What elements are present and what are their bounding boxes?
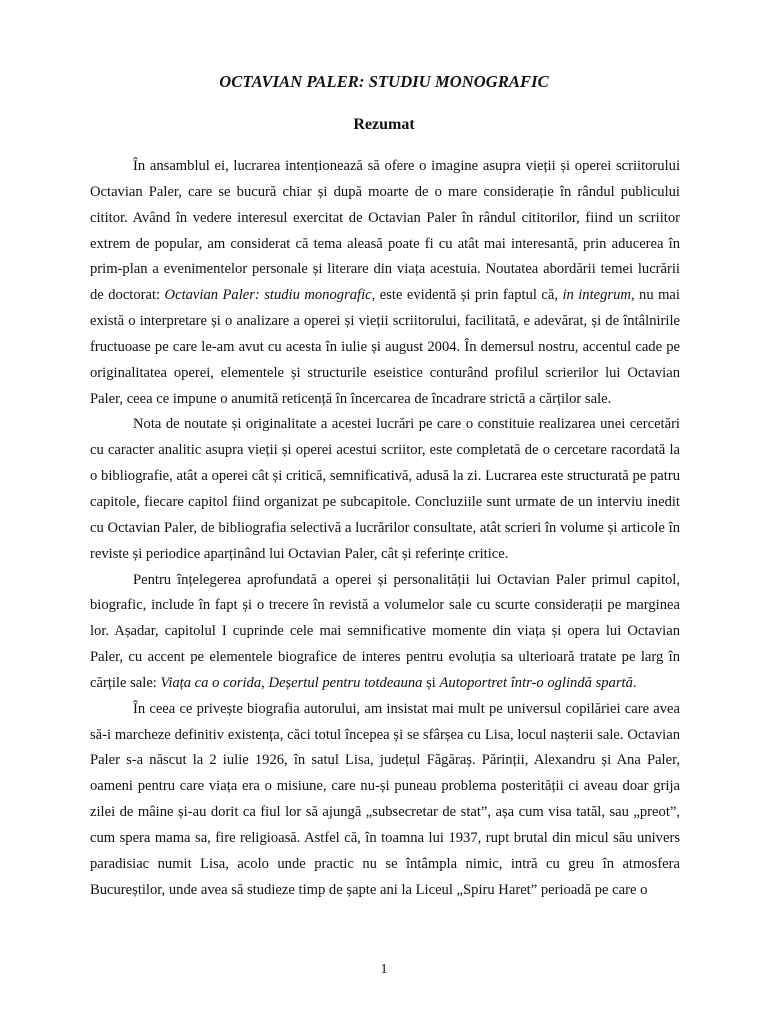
paragraph-1 [90, 154, 680, 412]
paragraph-4: În ceea ce privește biografia autorului, am insistat mai mult pe universul copilăriei care avea să-i marcheze definitiv existența, căci totul începea și se sfârșea cu Lisa, locul nașterii sale. Octavian Paler s-a născut la 2 iulie 1926, în satul Lisa, județul Făgăraș. Părinții, Alexandru și Ana Paler, oameni pentru care viața era o misiune, care nu-și puneau problema posterității ci aveau doar grija zilei de mâine și-au dorit ca fiul lor să ajungă „subsecretar de stat”, așa cum visa tatăl, sau „preot”, cum spera mama sa, fire religioasă. Astfel că, în toamna lui 1937, rupt brutal din micul său univers paradisiac numit Lisa, acolo unde practic nu se întâmpla nimic, intră cu greu în atmosfera Bucureștilor, unde avea să studieze timp de șapte ani la Liceul „Spiru Haret” perioadă pe care o [90, 700, 680, 898]
italic-book-title: Autoportret într-o oglindă spartă [439, 674, 633, 691]
paragraph-text: Pentru înțelegerea aprofundată a operei și personalității lui Octavian Paler primul capitol, biografic, include în fapt și o trecere în revistă a volumelor sale cu scurte considerații pe marginea lor. Așadar, capitolul I cuprinde cele mai semnificative momente din viața și opera lui Octavian Paler, cu accent pe elementele biografice de interes pentru evoluția sa ulterioară tratate pe larg în cărțile sale: [90, 571, 680, 691]
italic-book-title: Viața ca o corida [160, 674, 262, 691]
paragraph-text: În ansamblul ei, lucrarea intenționează să ofere o imagine asupra vieții și operei scriitorului Octavian Paler, care se bucură chiar și după moarte de o mare considerație în rândul publicului cititor. Având în vedere interesul exercitat de Octavian Paler în rândul cititorilor, fiind un scriitor extrem de popular, am considerat că tema aleasă poate fi cu atât mai interesantă, prin aducerea în prim-plan a evenimentelor personale și literare din viața acestuia. Noutatea abordării temei lucrării de doctorat: [90, 158, 680, 304]
italic-work-title: Octavian Paler: studiu monografic [164, 287, 372, 304]
paragraph-text: , nu mai există o interpretare și o analizare a operei și vieții scriitorului, facilitată, e adevărat, și de întâlnirile fructuoase pe care le-am avut cu acesta în iulie și august 2004. În demersul nostru, accentul cade pe originalitatea operei, elementele și structurile eseistice conturând profilul scrierilor lui Octavian Paler, ceea ce impune o anumită reticență în încercarea de încadrare strictă a cărților sale. [90, 287, 680, 407]
document-body [90, 154, 680, 903]
paragraph-3 [90, 568, 680, 697]
paragraph-text: , este evidentă și prin faptul că, [371, 287, 563, 304]
page-number: 1 [380, 962, 388, 977]
paragraph-2: Nota de noutate și originalitate a acestei lucrări pe care o constituie realizarea unei cercetări cu caracter analitic asupra vieții și operei acestui scriitor, este completată de o cercetare racordată la o bibliografie, atât a operei cât și critică, semnificativă, adusă la zi. Lucrarea este structurată pe patru capitole, fiecare capitol fiind organizat pe subcapitole. Concluziile sunt urmate de un interviu inedit cu Octavian Paler, de bibliografia selectivă a lucrărilor consultate, atât scrieri în volume și articole în reviste și periodice aparținând lui Octavian Paler, cât și referințe critice. [90, 416, 680, 562]
italic-phrase: in integrum [562, 287, 631, 304]
section-heading: Rezumat [353, 116, 415, 133]
paragraph-text: , [261, 674, 269, 691]
paragraph-text: și [422, 674, 440, 691]
paragraph-text: . [632, 674, 637, 691]
document-title: OCTAVIAN PALER: STUDIU MONOGRAFIC [219, 72, 549, 91]
italic-book-title: Deșertul pentru totdeauna [268, 674, 423, 691]
